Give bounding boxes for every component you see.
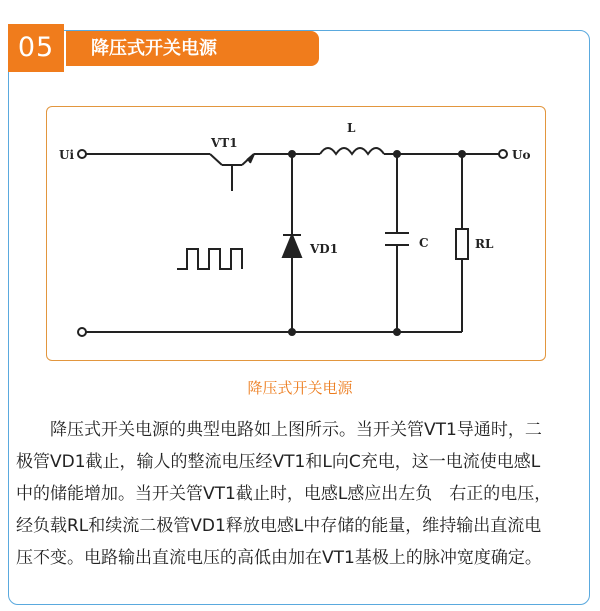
label-output: Uo [512,148,531,162]
label-input: Ui [59,148,75,162]
capacitor-c-plates [385,233,409,245]
body-line: 压不变。电路输出直流电压的高低由加在VT1基极上的脉冲宽度确定。 [16,548,542,568]
body-line: 经负载RL和续流二极管VD1释放电感L中存储的能量，维持输出直流电 [16,516,542,536]
section-title: 降压式开关电源 [66,31,319,66]
transistor-emitter-arrow [247,154,254,163]
section-number: 05 [8,24,64,72]
body-line: 极管VD1截止，输人的整流电压经VT1和L向C充电，这一电流使电感L [16,452,541,472]
output-terminal [499,150,507,158]
label-inductor: L [347,121,356,135]
input-terminal [78,150,86,158]
label-load: RL [475,237,494,251]
inductor-l [320,148,384,154]
body-line: 降压式开关电源的典型电路如上图所示。当开关管VT1导通时，二 [50,420,542,440]
ground-terminal [78,328,86,336]
pulse-waveform [177,249,242,269]
label-transistor: VT1 [211,136,238,150]
label-diode: VD1 [310,242,339,256]
load-rl-resistor [456,229,468,259]
circuit-figure [46,106,546,361]
circuit-diagram [47,107,547,362]
body-paragraph [16,414,588,574]
diode-vd1-symbol [283,235,301,257]
body-line: 中的储能增加。当开关管VT1截止时，电感L感应出左负 右正的电压， [16,484,552,504]
label-capacitor: C [419,236,429,250]
figure-caption: 降压式开关电源 [247,379,353,397]
